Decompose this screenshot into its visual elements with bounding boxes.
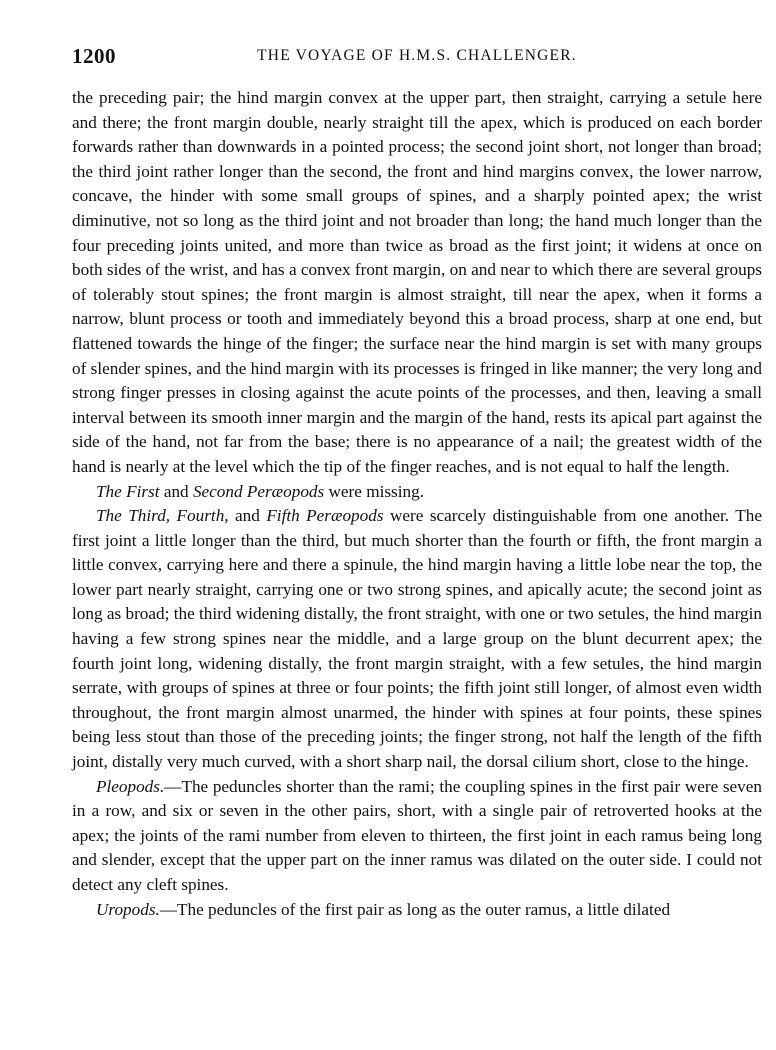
paragraph-pleopods [72,775,762,898]
page-number: 1200 [72,44,116,68]
paragraph-third-fourth-fifth-peraeopods [72,504,762,775]
connector-text: and [228,506,267,526]
italic-lead: Uropods. [96,899,160,919]
paragraph-uropods [72,898,762,923]
paragraph-text: were missing. [324,481,424,501]
paragraph-text: —The peduncles of the first pair as long as the outer ramus, a little dilated [159,899,671,919]
body-text [72,86,762,922]
paragraph-first-second-peraeopods [72,480,762,505]
paragraph-text: the preceding pair; the hind margin convex at the upper part, then straight, carrying a setule here and there; the front margin double, nearly straight till the apex, which is produced on each border forwards rather than downwards in a pointed process; the second joint short, not longer than broad; the third joint rather longer than the second, the front and hind margins convex, the lower narrow, concave, the hinder with some small groups of spines, and a sharply pointed apex; the wrist diminutive, not so long as the third joint and not broader than long; the hand much longer than the four preceding joints united, and more than twice as broad as the first joint; it widens at once on both sides of the wrist, and has a convex front margin, on and near to which there are several groups of tolerably stout spines; the front margin is almost straight, till near the apex, when it forms a narrow, blunt process or tooth and immediately beyond this a broad process, sharp at one end, but flattened towards the hinge of the finger; the surface near the hind margin is set with many groups of slender spines, and the hind margin with its processes is fringed in like manner; the very long and strong finger presses in closing against the acute points of the processes, and then, leaving a small interval between its smooth inner margin and the margin of the hand, rests its apical part against the side of the hand, not far from the base; there is no appearance of a nail; the greatest width of the hand is nearly at the level which the tip of the finger reaches, and is not equal to half the length. [72,88,762,476]
running-head: THE VOYAGE OF H.M.S. CHALLENGER. [257,47,577,64]
italic-lead: The First [96,481,160,501]
italic-lead-2: Fifth Peræopods [266,506,384,526]
connector-text: and [159,481,193,501]
paragraph-text: were scarcely distinguishable from one another. The first joint a little longer than the third, but much shorter than the fourth or fifth, the front margin a little convex, carrying here and there a spinule, the hind margin having a little lobe near the top, the lower part nearly straight, carrying one or two strong spines, and apically acute; the second joint as long as broad; the third widening distally, the front straight, with one or two setules, the hind margin having a few strong spines near the middle, and a large group on the blunt decurrent apex; the fourth joint long, widening distally, the front margin straight, with a few setules, the hind margin serrate, with groups of spines at three or four points; the fifth joint still longer, of almost even width throughout, the front margin almost unarmed, the hinder with spines at four points, these spines being less stout than those of the preceding joints; the finger strong, not half the length of the fifth joint, distally very much curved, with a short sharp nail, the dorsal cilium short, close to the hinge. [72,506,762,772]
italic-lead: Pleopods. [96,776,165,796]
italic-lead: The Third, Fourth, [96,506,229,526]
paragraph-continuation [72,86,762,480]
paragraph-text: —The peduncles shorter than the rami; the coupling spines in the first pair were seven in a row, and six or seven in the other pairs, short, with a single pair of retroverted hooks at the apex; the joints of the rami number from eleven to thirteen, the first joint in each ramus being long and slender, except that the upper part on the inner ramus was dilated on the outer side. I could not detect any cleft spines. [72,776,762,894]
italic-lead-2: Second Peræopods [192,481,325,501]
page-header [72,40,762,72]
page [72,40,762,922]
